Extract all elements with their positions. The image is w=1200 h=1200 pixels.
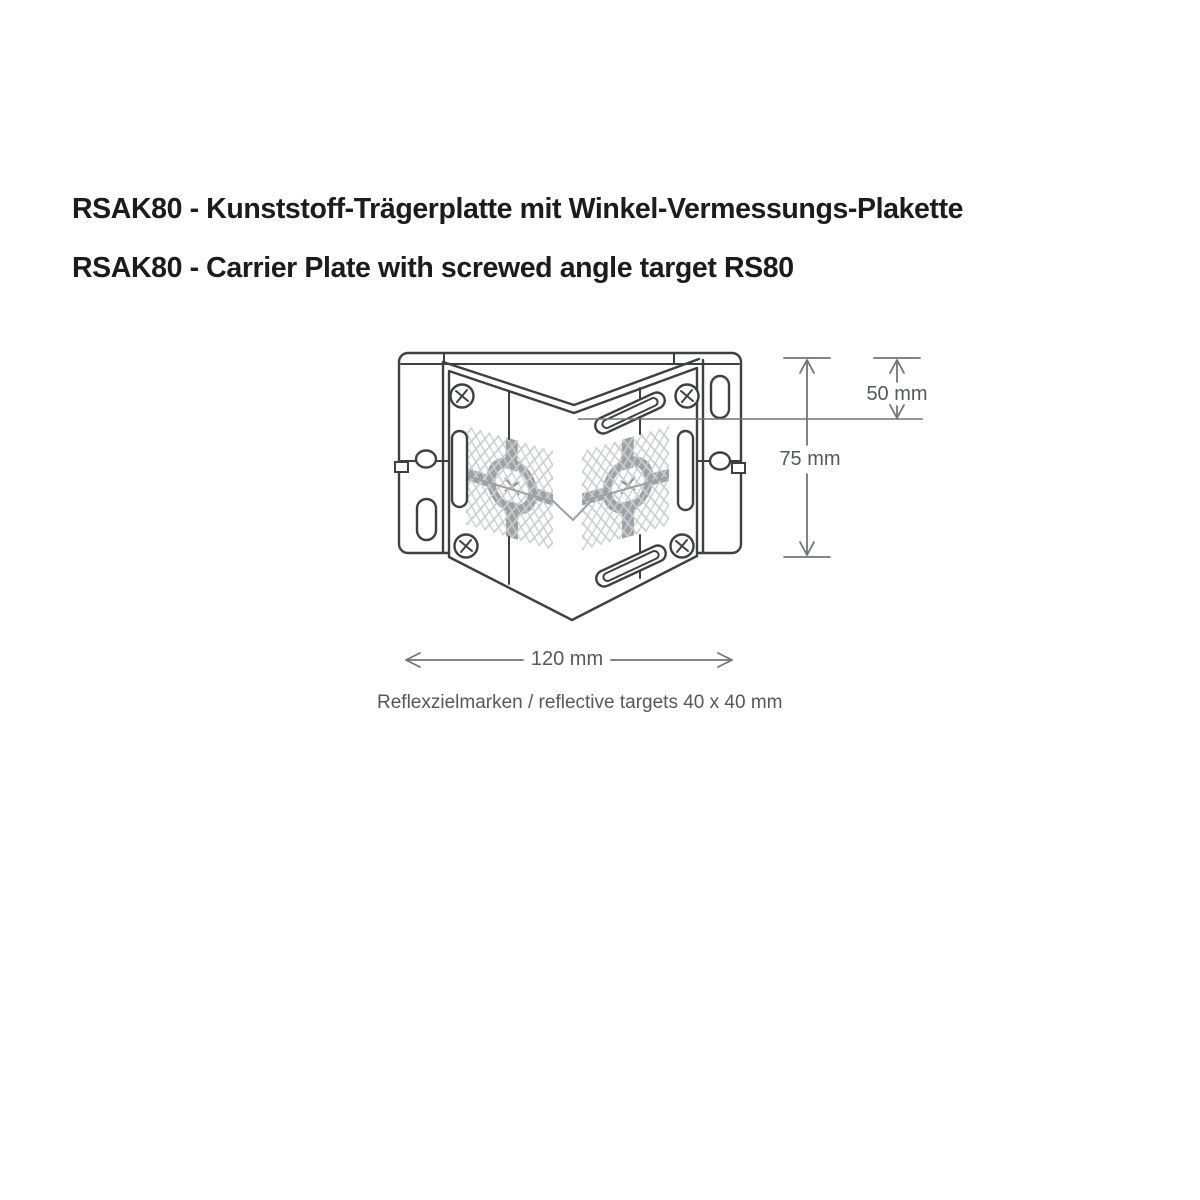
left-wing-pin [416, 451, 436, 468]
left-wing-tab [395, 462, 408, 472]
page-title-english: RSAK80 - Carrier Plate with screwed angle target RS80 [72, 252, 794, 284]
screw-icon [451, 385, 474, 408]
screw-icon [676, 385, 699, 408]
page-title-german: RSAK80 - Kunststoff-Trägerplatte mit Winkel-Vermessungs-Plakette [72, 193, 964, 225]
screw-icon [455, 535, 478, 558]
left-plate-slot [452, 431, 467, 507]
right-plate-slot [678, 431, 693, 510]
right-wing-tab [732, 463, 745, 473]
dimension-label-75mm: 75 mm [779, 448, 841, 470]
right-wing-pin [710, 453, 730, 470]
dimension-label-50mm: 50 mm [866, 383, 928, 405]
dimension-label-120mm: 120 mm [530, 648, 604, 670]
figure-caption: Reflexzielmarken / reflective targets 40 x 40 mm [377, 692, 783, 713]
screw-icon [671, 535, 694, 558]
